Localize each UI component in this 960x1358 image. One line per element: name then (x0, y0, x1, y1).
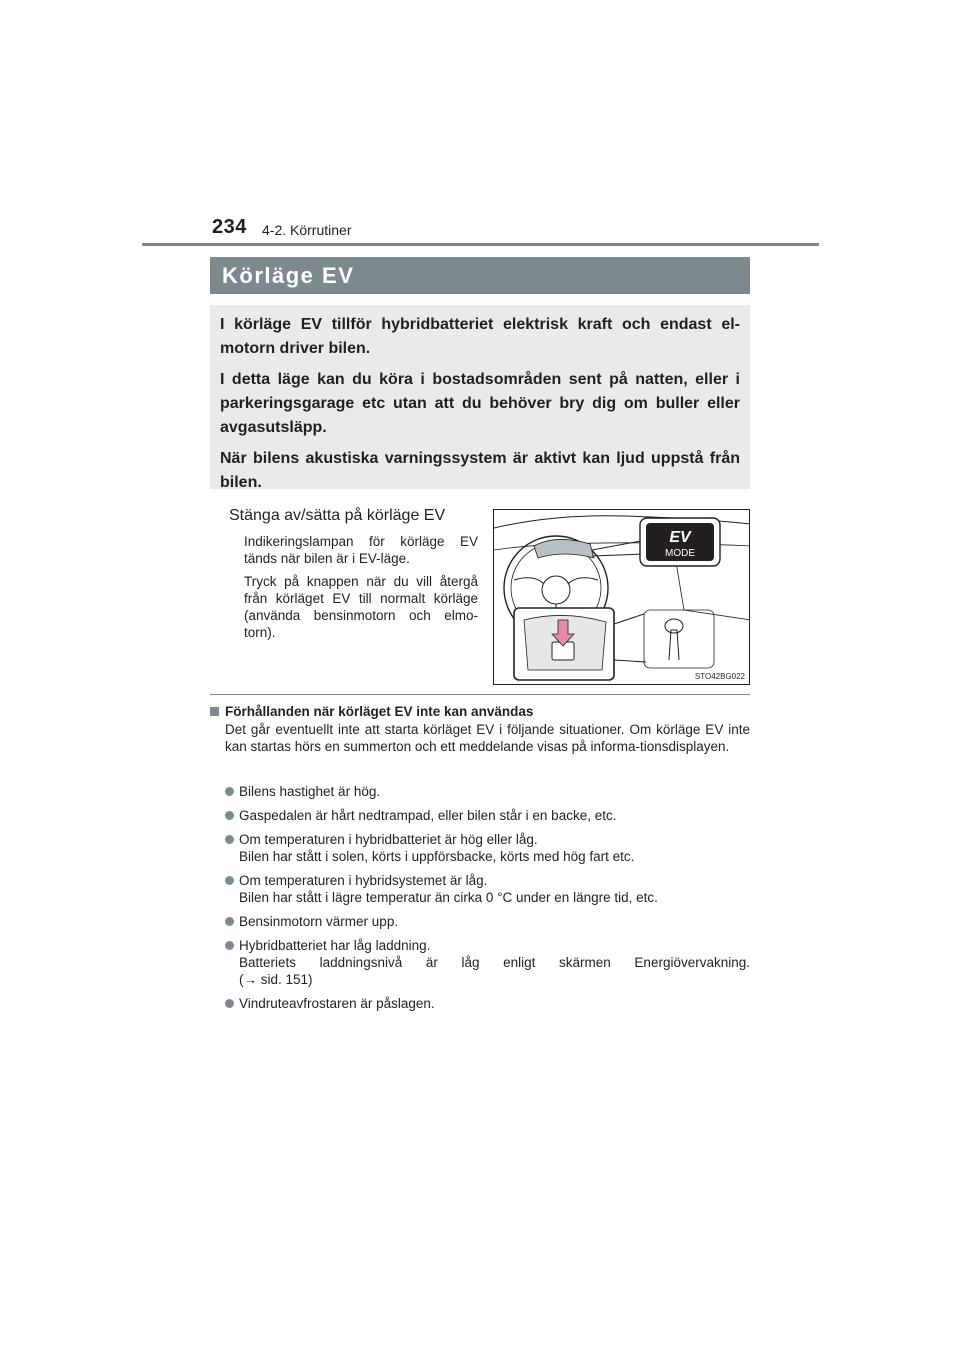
bullet-icon (225, 917, 234, 926)
list-item (225, 995, 750, 1012)
list-item-text: Om temperaturen i hybridbatteriet är hög eller låg. (239, 832, 538, 847)
conditions-text: Det går eventuellt inte att starta körläget EV i följande situationer. Om körläge EV inte kan startas hörs en summerton och ett meddelande visas på informa-tionsdisplayen. (225, 722, 750, 754)
bullet-icon (225, 811, 234, 820)
conditions-heading (210, 704, 533, 719)
list-item-text: Gaspedalen är hårt nedtrampad, eller bilen står i en backe, etc. (239, 808, 617, 823)
gear-lever (669, 630, 679, 660)
bullet-icon (225, 999, 234, 1008)
intro-paragraph: I detta läge kan du köra i bostadsområden sent på natten, eller i parkeringsgarage etc utan att du behöver bry dig om buller eller avgasutsläpp. (220, 371, 740, 436)
bullet-icon (225, 941, 234, 950)
page-number: 234 (212, 216, 247, 238)
list-item-detail: Bilen har stått i lägre temperatur än cirka 0 °C under en längre tid, etc. (239, 890, 658, 905)
leader-line (614, 660, 646, 662)
ev-mode-illustration (493, 509, 750, 685)
list-item (225, 937, 750, 988)
description-text: Tryck på knappen när du vill återgå från körläget EV till normalt körläge (använda bensinmotorn och elmo-torn). (244, 574, 478, 640)
bullet-icon (225, 835, 234, 844)
intro-paragraph: När bilens akustiska varningssystem är aktivt kan ljud uppstå från bilen. (220, 450, 740, 491)
section-rule (210, 694, 750, 695)
sub-heading: Stänga av/sätta på körläge EV (229, 507, 446, 524)
leader-line (614, 614, 644, 624)
section-label: 4-2. Körrutiner (262, 222, 352, 238)
ev-label: EV (669, 529, 691, 546)
list-item-text: Vindruteavfrostaren är påslagen. (239, 996, 435, 1011)
list-item-text: Bensinmotorn värmer upp. (239, 914, 399, 929)
dashboard-drawing (494, 510, 750, 685)
intro-paragraph: I körläge EV tillför hybridbatteriet elektrisk kraft och endast el-motorn driver bilen. (220, 316, 740, 357)
bullet-icon (225, 787, 234, 796)
description-paragraph (244, 573, 478, 641)
list-item-detail: Batteriets laddningsnivå är låg enligt skärmen Energiövervakning. (239, 955, 750, 970)
figure-code: STO42BG022 (694, 672, 745, 681)
conditions-list (225, 783, 750, 1019)
list-item (225, 913, 750, 930)
list-item-detail: Bilen har stått i solen, körts i uppförsbacke, körts med hög fart etc. (239, 849, 635, 864)
list-item (225, 783, 750, 800)
list-item-text: Om temperaturen i hybridsystemet är låg. (239, 873, 488, 888)
intro-box (210, 305, 750, 489)
steering-hub (542, 576, 570, 604)
list-item (225, 807, 750, 824)
list-item (225, 872, 750, 906)
gear-knob (665, 619, 683, 633)
header-rule (142, 243, 819, 246)
leader-line (592, 554, 646, 556)
leader-line (592, 540, 646, 550)
list-item-text: Bilens hastighet är hög. (239, 784, 381, 799)
description-paragraph (244, 533, 478, 567)
list-item (225, 831, 750, 865)
page-reference-link[interactable]: (→ sid. 151) (239, 972, 313, 987)
conditions-title: Förhållanden när körläget EV inte kan användas (225, 704, 534, 719)
page-title: Körläge EV (210, 257, 750, 294)
description-text: Indikeringslampan för körläge EV tänds när bilen är i EV-läge. (244, 534, 478, 566)
bullet-icon (225, 876, 234, 885)
gauge-cluster (534, 539, 594, 558)
mode-label: MODE (665, 548, 695, 559)
square-bullet-icon (210, 707, 219, 716)
list-item-text: Hybridbatteriet har låg laddning. (239, 938, 431, 953)
